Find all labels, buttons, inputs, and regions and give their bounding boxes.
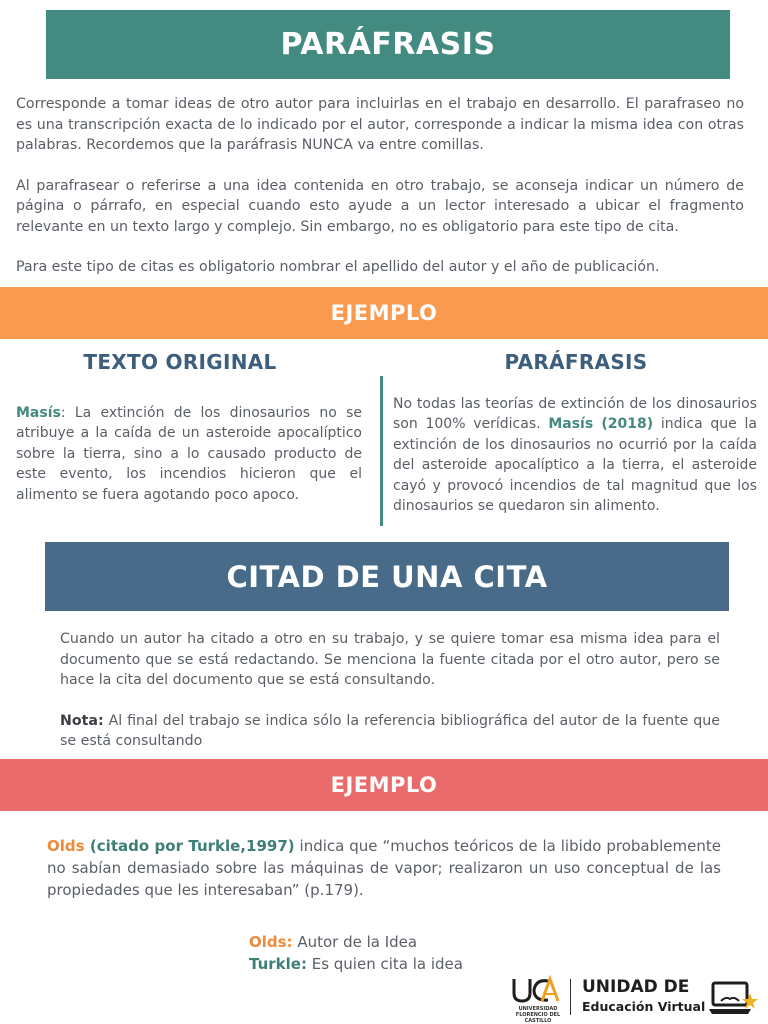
legend xyxy=(249,931,463,975)
example-banner-2-label: EJEMPLO xyxy=(330,773,438,797)
original-body: : La extinción de los dinosaurios no se atribuye a la caída de un asteroide apocalíptico sobre la tierra, sino a lo causado producto de este evento, los incendios hicieron que el alimento se fuera agotando poco apoco. xyxy=(16,405,362,503)
legend-olds xyxy=(249,931,463,953)
legend-olds-label: Olds: xyxy=(249,933,293,951)
example-olds: Olds xyxy=(47,837,85,855)
legend-olds-desc: Autor de la Idea xyxy=(292,933,418,951)
cita-section xyxy=(60,629,720,752)
example-cited-open: (citado por xyxy=(84,837,189,855)
laptop-book-icon xyxy=(708,981,758,1017)
cita-paragraph: Cuando un autor ha citado a otro en su trabajo, y se quiere tomar esa misma idea para el documento que se está redactando. Se menciona la fuente citada por el otro autor, pero se hace la cita del documento que se está consultando. xyxy=(60,631,720,688)
intro-paragraph-1: Corresponde a tomar ideas de otro autor para incluirlas en el trabajo en desarrollo. El parafraseo no es una transcripción exacta de lo indicado por el autor, corresponde a indicar la misma idea con otras palabras. Recordemos que la paráfrasis NUNCA va entre comillas. xyxy=(16,96,744,153)
uca-logo-icon xyxy=(512,975,560,1005)
footer-logo xyxy=(512,973,762,1024)
original-text-heading: TEXTO ORIGINAL xyxy=(83,350,277,374)
column-divider xyxy=(380,376,383,526)
note-label: Nota: xyxy=(60,712,104,729)
page-title: PARÁFRASIS xyxy=(280,27,496,62)
intro-paragraph-3: Para este tipo de citas es obligatorio nombrar el apellido del autor y el año de publicación. xyxy=(16,259,660,275)
example-banner-1-label: EJEMPLO xyxy=(330,301,438,325)
example-banner-2 xyxy=(0,759,768,811)
paraphrase-body-after: indica que la extinción de los dinosaurios no ocurrió por la caída del asteroide apocalíptico a la tierra, el asteroide cayó y provocó incendios de tal magnitud que los dinosaurios se quedaron sin alimento. xyxy=(393,416,757,515)
uca-small-text: UNIVERSIDAD FLORENCIO DEL CASTILLO xyxy=(515,1006,561,1024)
paraphrase-citation: Masís (2018) xyxy=(548,416,654,433)
cita-note xyxy=(60,711,720,752)
cita-title: CITAD DE UNA CITA xyxy=(226,559,548,594)
paraphrase-heading: PARÁFRASIS xyxy=(504,350,648,374)
legend-turkle-desc: Es quien cita la idea xyxy=(306,955,463,973)
legend-turkle-label: Turkle: xyxy=(249,955,307,973)
note-text: Al final del trabajo se indica sólo la referencia bibliográfica del autor de la fuente que se está consultando xyxy=(60,712,720,749)
logo-title-line-1: UNIDAD DE xyxy=(582,977,690,997)
cita-example xyxy=(47,835,721,901)
original-author: Masís xyxy=(16,405,61,421)
example-rest: indica que “muchos teóricos de la libido probablemente no sabían demasiado sobre las máquinas de vapor; realizaron un uso conceptual de las propiedades que les interesaban” (p.179). xyxy=(47,837,721,899)
logo-title-line-2: Educación Virtual xyxy=(582,999,706,1014)
paraphrase-body-before: No todas las teorías de extinción de los dinosaurios son 100% verídicas. xyxy=(393,396,757,433)
title-banner xyxy=(46,10,730,79)
intro-paragraph-2: Al parafrasear o referirse a una idea contenida en otro trabajo, se aconseja indicar un número de página o párrafo, en especial cuando esto ayude a un lector interesado a ubicar el fragmento relevante en un texto largo y complejo. Sin embargo, no es obligatorio para este tipo de cita. xyxy=(16,177,744,235)
example-banner-1 xyxy=(0,287,768,339)
original-text xyxy=(16,403,362,505)
cita-banner xyxy=(45,542,729,611)
logo-separator xyxy=(570,979,571,1015)
legend-turkle xyxy=(249,953,463,975)
paraphrase-text xyxy=(393,394,757,516)
example-turkle: Turkle,1997) xyxy=(188,837,295,855)
intro-section xyxy=(16,94,744,278)
